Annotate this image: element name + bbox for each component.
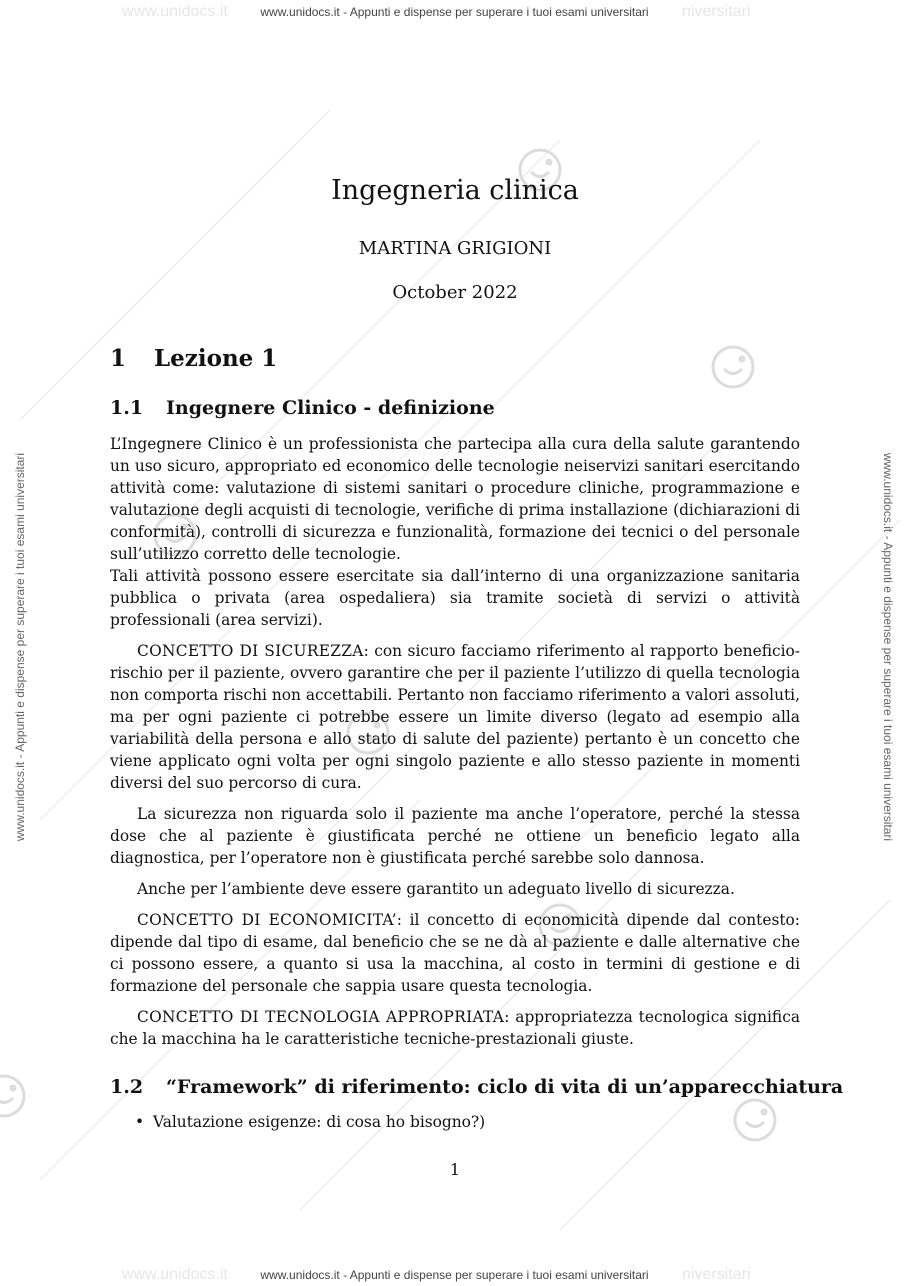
list-item: • Valutazione esigenze: di cosa ho bisogno?) xyxy=(135,1113,485,1131)
subsection-heading xyxy=(110,397,495,419)
paragraph-text: : appropriatezza tecnologica significa che la macchina ha le caratteristiche tecniche-prestazionali giuste. xyxy=(110,1008,800,1048)
paragraph-text: : il concetto di economicità dipende dal contesto: dipende dal tipo di esame, dal beneficio che se ne dà al paziente e dalle alternative che ci possono essere, a quanto si usa la macchina, al costo in termini di gestione e di formazione del personale che sappia usare questa tecnologia. xyxy=(110,911,800,995)
paragraph: La sicurezza non riguarda solo il paziente ma anche l’operatore, perché la stessa dose che al paziente è giustificata perché ne ottiene un beneficio legato alla diagnostica, per l’operatore non è giustificata perché sarebbe solo dannosa. xyxy=(110,805,800,867)
paragraph-text: : con sicuro facciamo riferimento al rapporto beneficio-rischio per il paziente, ovvero garantire che per il paziente l’utilizzo di quella tecnologia non comporta rischi non accettabili. Pertanto non facciamo riferimento a valori assoluti, ma per ogni paziente ci potrebbe essere un limite diverso (legato ad esempio alla variabilità della persona e allo stato di salute del paziente) pertanto è un concetto che viene applicato ogni volta per ogni singolo paziente e allo stesso paziente in momenti diversi del suo percorso di cura. xyxy=(110,642,800,792)
watermark-ghost-text: niversitari xyxy=(682,3,751,20)
bullet-list xyxy=(135,1113,485,1131)
watermark-logo-icon xyxy=(0,1076,24,1116)
concept-heading: CONCETTO DI ECONOMICITA’ xyxy=(137,911,397,929)
paragraph xyxy=(110,640,800,794)
body-text xyxy=(110,433,800,1050)
concept-heading: CONCETTO DI TECNOLOGIA APPROPRIATA xyxy=(137,1008,505,1026)
concept-heading: CONCETTO DI SICUREZZA xyxy=(137,642,364,660)
watermark-side-right: www.unidocs.it - Appunti e dispense per superare i tuoi esami universitari xyxy=(881,452,895,842)
paragraph xyxy=(110,1006,800,1050)
subsection-heading xyxy=(110,1076,843,1098)
watermark-ghost-text: niversitari xyxy=(682,1266,751,1283)
subsection-number: 1.2 xyxy=(110,1076,144,1098)
document-author: MARTINA GRIGIONI xyxy=(358,238,552,259)
section-heading xyxy=(110,345,277,372)
section-title: Lezione 1 xyxy=(154,345,278,372)
subsection-number: 1.1 xyxy=(110,397,144,419)
paragraph: Anche per l’ambiente deve essere garantito un adeguato livello di sicurezza. xyxy=(137,880,735,898)
watermark-banner-top: www.unidocs.it - Appunti e dispense per superare i tuoi esami universitari xyxy=(260,5,649,19)
watermark-logo-icon xyxy=(735,1100,775,1140)
watermark-side-left: www.unidocs.it - Appunti e dispense per superare i tuoi esami universitari xyxy=(13,452,27,842)
watermark-banner-bottom: www.unidocs.it - Appunti e dispense per superare i tuoi esami universitari xyxy=(260,1268,649,1282)
page-number: 1 xyxy=(449,1160,461,1179)
paragraph: L’Ingegnere Clinico è un professionista che partecipa alla cura della salute garantendo un uso sicuro, appropriato ed economico delle tecnologie neiservizi sanitari esercitando attività come: valutazione di sistemi sanitari o procedure cliniche, programmazione e valutazione degli acquisti di tecnologie, verifiche di prima installazione (dichiarazioni di conformità), controlli di sicurezza e funzionalità, formazione dei tecnici o del personale sull’utilizzo corretto delle tecnologie. xyxy=(110,435,800,563)
section-number: 1 xyxy=(110,345,127,372)
subsection-title: Ingegnere Clinico - definizione xyxy=(166,397,495,419)
watermark-ghost-text: www.unidocs.it xyxy=(122,1266,228,1283)
watermark-ghost-text: www.unidocs.it xyxy=(122,3,228,20)
document-date: October 2022 xyxy=(392,282,518,303)
subsection-title: “Framework” di riferimento: ciclo di vita di un’apparecchiatura xyxy=(166,1076,844,1098)
watermark-logo-icon xyxy=(713,347,753,387)
document-title: Ingegneria clinica xyxy=(331,175,579,206)
paragraph: Tali attività possono essere esercitate sia dall’interno di una organizzazione sanitaria pubblica o privata (area ospedaliera) sia tramite società di servizi o attività professionali (area servizi). xyxy=(110,567,800,629)
paragraph xyxy=(110,909,800,997)
